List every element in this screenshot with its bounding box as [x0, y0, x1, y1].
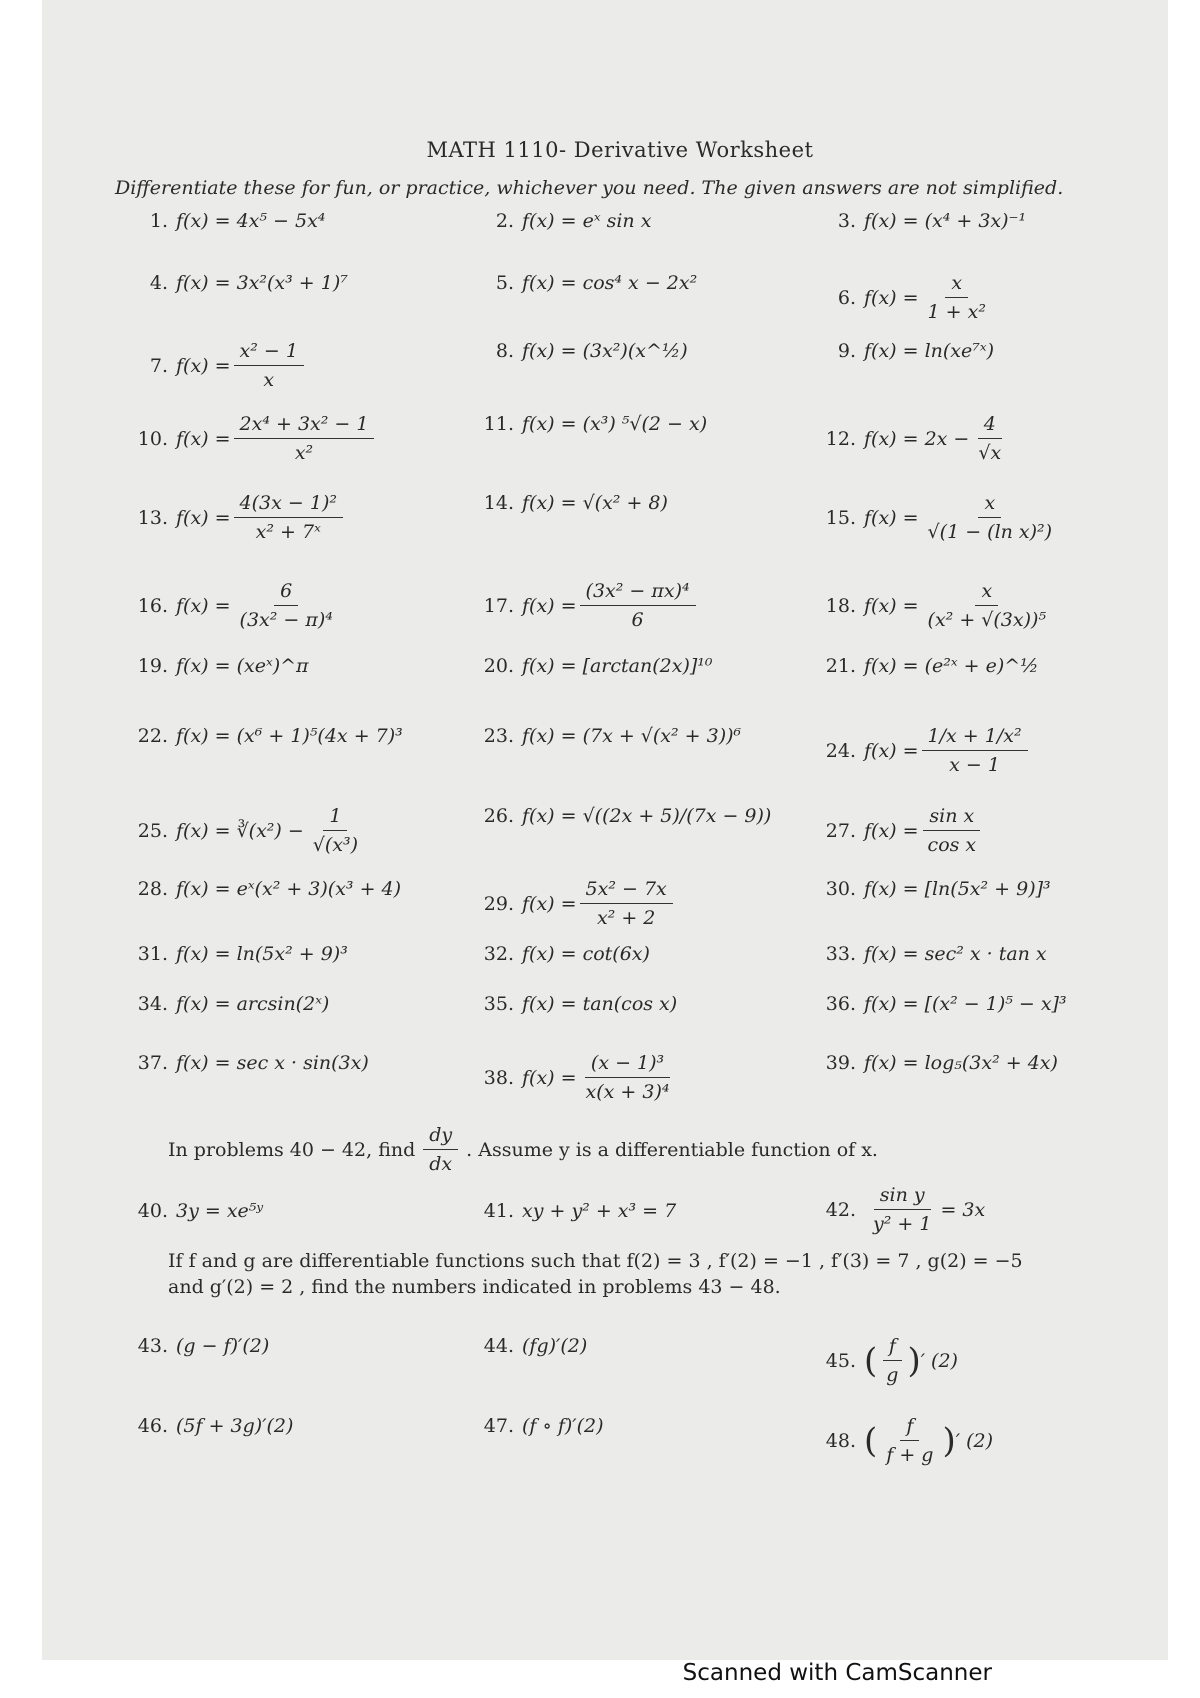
- problem-expression: (f ∘ f)′(2): [522, 1415, 604, 1437]
- problem-number: 12.: [825, 427, 856, 450]
- problem-38: [474, 1052, 679, 1103]
- problem-44: [474, 1335, 587, 1357]
- problem-expression: f(x) = √((2x + 5)/(7x − 9)): [522, 805, 772, 827]
- problem-number: 18.: [825, 594, 856, 617]
- problem-number: 13.: [137, 506, 168, 529]
- problem-fraction: [880, 1415, 939, 1466]
- numerator: 6: [274, 580, 298, 606]
- problem-expression: f(x) = [arctan(2x)]¹⁰: [522, 655, 713, 677]
- problem-number: 23.: [483, 725, 514, 747]
- problem-expression: f(x) = arcsin(2ˣ): [176, 993, 330, 1015]
- problem-fraction: [234, 580, 339, 631]
- problem-10: [128, 413, 377, 464]
- problem-45: [816, 1335, 958, 1386]
- denominator: (3x² − π)⁴: [239, 609, 333, 631]
- numerator: 5x² − 7x: [580, 878, 673, 904]
- right-paren: ): [942, 1420, 956, 1461]
- problem-expression: f(x) = (x⁶ + 1)⁵(4x + 7)³: [176, 725, 403, 747]
- problem-4: [128, 272, 348, 294]
- problem-lhs: f(x) = ∛(x²) −: [176, 819, 304, 842]
- numerator: x: [945, 272, 968, 298]
- numerator: sin x: [923, 805, 980, 831]
- problem-35: [474, 993, 677, 1015]
- denominator: x: [263, 369, 275, 391]
- page-title: MATH 1110- Derivative Worksheet: [426, 138, 814, 162]
- problem-14: [474, 492, 668, 514]
- problem-number: 48.: [825, 1429, 856, 1452]
- problem-11: [474, 413, 707, 435]
- denominator: f + g: [886, 1444, 934, 1466]
- page-subtitle: Differentiate these for fun, or practice, whichever you need. The given answers are not simplified.: [115, 177, 1064, 199]
- problem-lhs: f(x) =: [864, 594, 919, 617]
- problem-lhs: f(x) = 2x −: [864, 427, 970, 450]
- given-line-2: and g′(2) = 2 , find the numbers indicated in problems 43 − 48.: [168, 1276, 781, 1298]
- problem-number: 28.: [137, 878, 168, 900]
- problem-expression: f(x) = eˣ sin x: [522, 210, 652, 232]
- problem-34: [128, 993, 329, 1015]
- denominator: 1 + x²: [927, 301, 986, 323]
- problem-lhs: f(x) =: [176, 427, 231, 450]
- numerator: 1: [323, 805, 347, 831]
- problem-42: 42. $\frac{\text{sin y}}{\text{y² + 1}}$ = 3x: [825, 1184, 986, 1235]
- problem-7: [128, 340, 307, 391]
- problem-expression: f(x) = 3x²(x³ + 1)⁷: [176, 272, 348, 294]
- numerator: 4: [978, 413, 1002, 439]
- problem-fraction: [922, 805, 983, 856]
- problem-number: 46.: [137, 1415, 168, 1437]
- problem-number: 17.: [483, 594, 514, 617]
- problem-lhs: f(x) =: [522, 1066, 577, 1089]
- numerator: f: [900, 1415, 919, 1441]
- problem-number: 39.: [825, 1052, 856, 1074]
- problem-47: [474, 1415, 604, 1437]
- problem-37: [128, 1052, 369, 1074]
- problem-46: [128, 1415, 293, 1437]
- problem-number: 29.: [483, 892, 514, 915]
- problem-number: 10.: [137, 427, 168, 450]
- problem-fraction: [922, 725, 1028, 776]
- problem-fraction: [234, 340, 304, 391]
- problem-number: 1.: [149, 210, 168, 232]
- problem-expression: f(x) = (3x²)(x^½): [522, 340, 688, 362]
- problem-43: [128, 1335, 269, 1357]
- denominator: x(x + 3)⁴: [585, 1081, 670, 1103]
- problem-26: [474, 805, 771, 827]
- problem-number: 8.: [495, 340, 514, 362]
- problem-expression: f(x) = log₅(3x² + 4x): [864, 1052, 1058, 1074]
- numerator: f: [883, 1335, 902, 1361]
- problem-5: [474, 272, 697, 294]
- problem-32: [474, 943, 650, 965]
- problem-lhs: f(x) =: [176, 594, 231, 617]
- denominator: x² + 2: [596, 907, 656, 929]
- problem-fraction: [234, 492, 343, 543]
- problem-fraction: [880, 1335, 904, 1386]
- numerator: x² − 1: [234, 340, 304, 366]
- right-paren: ): [907, 1340, 921, 1381]
- denominator: cos x: [927, 834, 977, 856]
- problem-expression: f(x) = 4x⁵ − 5x⁴: [176, 210, 326, 232]
- problem-number: 3.: [837, 210, 856, 232]
- problem-expression: f(x) = ln(5x² + 9)³: [176, 943, 348, 965]
- left-paren: (: [864, 1340, 878, 1381]
- problem-25: [128, 805, 367, 856]
- problem-number: 33.: [825, 943, 856, 965]
- problem-number: 22.: [137, 725, 168, 747]
- problem-29: [474, 878, 676, 929]
- problem-27: [816, 805, 985, 856]
- problem-number: 20.: [483, 655, 514, 677]
- problem-fraction: [580, 580, 696, 631]
- problem-lhs: f(x) =: [522, 892, 577, 915]
- problem-lhs: f(x) =: [864, 286, 919, 309]
- problem-lhs: f(x) =: [864, 506, 919, 529]
- problem-30: [816, 878, 1051, 900]
- problem-expression: f(x) = tan(cos x): [522, 993, 678, 1015]
- problem-21: [816, 655, 1039, 677]
- problem-number: 45.: [825, 1349, 856, 1372]
- problem-fraction: [234, 413, 375, 464]
- problem-expression: (g − f)′(2): [176, 1335, 270, 1357]
- problem-36: [816, 993, 1067, 1015]
- denominator: √(1 − (ln x)²): [927, 521, 1053, 543]
- problem-39: [816, 1052, 1058, 1074]
- problem-number: 44.: [483, 1335, 514, 1357]
- problem-lhs: f(x) =: [176, 354, 231, 377]
- problem-number: 31.: [137, 943, 168, 965]
- problem-expression: f(x) = √(x² + 8): [522, 492, 668, 514]
- problem-number: 11.: [483, 413, 514, 435]
- problem-28: [128, 878, 401, 900]
- problem-41: 41. xy + y² + x³ = 7: [483, 1200, 677, 1222]
- problem-number: 36.: [825, 993, 856, 1015]
- scanner-watermark: Scanned with CamScanner: [682, 1660, 992, 1686]
- problem-number: 4.: [149, 272, 168, 294]
- problem-number: 27.: [825, 819, 856, 842]
- problem-expression: (5f + 3g)′(2): [176, 1415, 294, 1437]
- problem-8: [474, 340, 688, 362]
- problem-expression: f(x) = cos⁴ x − 2x²: [522, 272, 698, 294]
- problem-fraction: [307, 805, 364, 856]
- problem-18: [816, 580, 1055, 631]
- denominator: √(x³): [312, 834, 359, 856]
- denominator: (x² + √(3x))⁵: [927, 609, 1047, 631]
- problem-2: [474, 210, 651, 232]
- problem-number: 7.: [149, 354, 168, 377]
- problem-17: [474, 580, 699, 631]
- problem-number: 15.: [825, 506, 856, 529]
- left-paren: (: [864, 1420, 878, 1461]
- problem-expression: f(x) = (e²ˣ + e)^½: [864, 655, 1039, 677]
- problem-number: 30.: [825, 878, 856, 900]
- problem-1: [128, 210, 325, 232]
- denominator: 6: [631, 609, 644, 631]
- problem-number: 26.: [483, 805, 514, 827]
- problem-number: 25.: [137, 819, 168, 842]
- numerator: 2x⁴ + 3x² − 1: [234, 413, 375, 439]
- problem-number: 5.: [495, 272, 514, 294]
- problem-number: 24.: [825, 739, 856, 762]
- problem-expression: f(x) = (x⁴ + 3x)⁻¹: [864, 210, 1027, 232]
- problem-16: [128, 580, 342, 631]
- problem-number: 21.: [825, 655, 856, 677]
- problem-lhs: f(x) =: [864, 819, 919, 842]
- numerator: x: [975, 580, 998, 606]
- problem-fraction: [972, 413, 1007, 464]
- problem-number: 6.: [837, 286, 856, 309]
- given-line-1: If f and g are differentiable functions such that f(2) = 3 , f′(2) = −1 , f′(3) = 7 , g(2) = −5: [168, 1250, 1023, 1272]
- numerator: 4(3x − 1)²: [234, 492, 343, 518]
- problem-expression: f(x) = (7x + √(x² + 3))⁶: [522, 725, 742, 747]
- problem-48: [816, 1415, 993, 1466]
- derivative-eval: ′ (2): [920, 1349, 958, 1372]
- problem-expression: f(x) = sec² x · tan x: [864, 943, 1047, 965]
- problem-23: [474, 725, 741, 747]
- problem-fraction: [922, 492, 1059, 543]
- problem-fraction: [922, 580, 1053, 631]
- problem-number: 32.: [483, 943, 514, 965]
- problem-expression: f(x) = [ln(5x² + 9)]³: [864, 878, 1051, 900]
- problem-expression: f(x) = (xeˣ)^π: [176, 655, 309, 677]
- problem-number: 16.: [137, 594, 168, 617]
- problem-lhs: f(x) =: [522, 594, 577, 617]
- denominator: x²: [294, 442, 314, 464]
- problem-number: 19.: [137, 655, 168, 677]
- problem-3: [816, 210, 1026, 232]
- implicit-intro: In problems 40 − 42, find $\frac{dy}{dx}$ . Assume y is a differentiable function of x.: [168, 1124, 878, 1175]
- dy-dx-fraction: $\frac{dy}{dx}$: [423, 1124, 458, 1175]
- problem-expression: f(x) = [(x² − 1)⁵ − x]³: [864, 993, 1067, 1015]
- footer-bar: [0, 1660, 1200, 1698]
- problem-expression: f(x) = (x³) ⁵√(2 − x): [522, 413, 708, 435]
- problem-expression: (fg)′(2): [522, 1335, 588, 1357]
- problem-33: [816, 943, 1047, 965]
- problem-fraction: [580, 878, 673, 929]
- numerator: 1/x + 1/x²: [922, 725, 1028, 751]
- problem-expression: f(x) = ln(xe⁷ˣ): [864, 340, 995, 362]
- problem-lhs: f(x) =: [176, 506, 231, 529]
- problem-number: 43.: [137, 1335, 168, 1357]
- problem-22: [128, 725, 403, 747]
- problem-number: 47.: [483, 1415, 514, 1437]
- problem-expression: f(x) = cot(6x): [522, 943, 650, 965]
- problem-13: [128, 492, 346, 543]
- problem-number: 34.: [137, 993, 168, 1015]
- problem-expression: f(x) = sec x · sin(3x): [176, 1052, 369, 1074]
- problem-6: [816, 272, 995, 323]
- problem-15: [816, 492, 1061, 543]
- denominator: √x: [978, 442, 1002, 464]
- problem-24: [816, 725, 1031, 776]
- numerator: (3x² − πx)⁴: [580, 580, 696, 606]
- denominator: g: [886, 1364, 899, 1386]
- problem-fraction: [580, 1052, 676, 1103]
- problem-lhs: f(x) =: [864, 739, 919, 762]
- problem-31: [128, 943, 348, 965]
- problem-19: [128, 655, 309, 677]
- problem-40: 40. 3y = xe⁵ʸ: [137, 1200, 264, 1222]
- problem-number: 38.: [483, 1066, 514, 1089]
- problem-number: 9.: [837, 340, 856, 362]
- numerator: (x − 1)³: [585, 1052, 670, 1078]
- problem-number: 37.: [137, 1052, 168, 1074]
- problem-number: 2.: [495, 210, 514, 232]
- problem-fraction: [922, 272, 992, 323]
- denominator: x² + 7ˣ: [255, 521, 321, 543]
- problem-9: [816, 340, 994, 362]
- derivative-eval: ′ (2): [955, 1429, 994, 1452]
- numerator: x: [978, 492, 1001, 518]
- problem-number: 35.: [483, 993, 514, 1015]
- problem-20: [474, 655, 713, 677]
- problem-12: [816, 413, 1010, 464]
- problem-number: 14.: [483, 492, 514, 514]
- problem-expression: f(x) = eˣ(x² + 3)(x³ + 4): [176, 878, 402, 900]
- denominator: x − 1: [949, 754, 1000, 776]
